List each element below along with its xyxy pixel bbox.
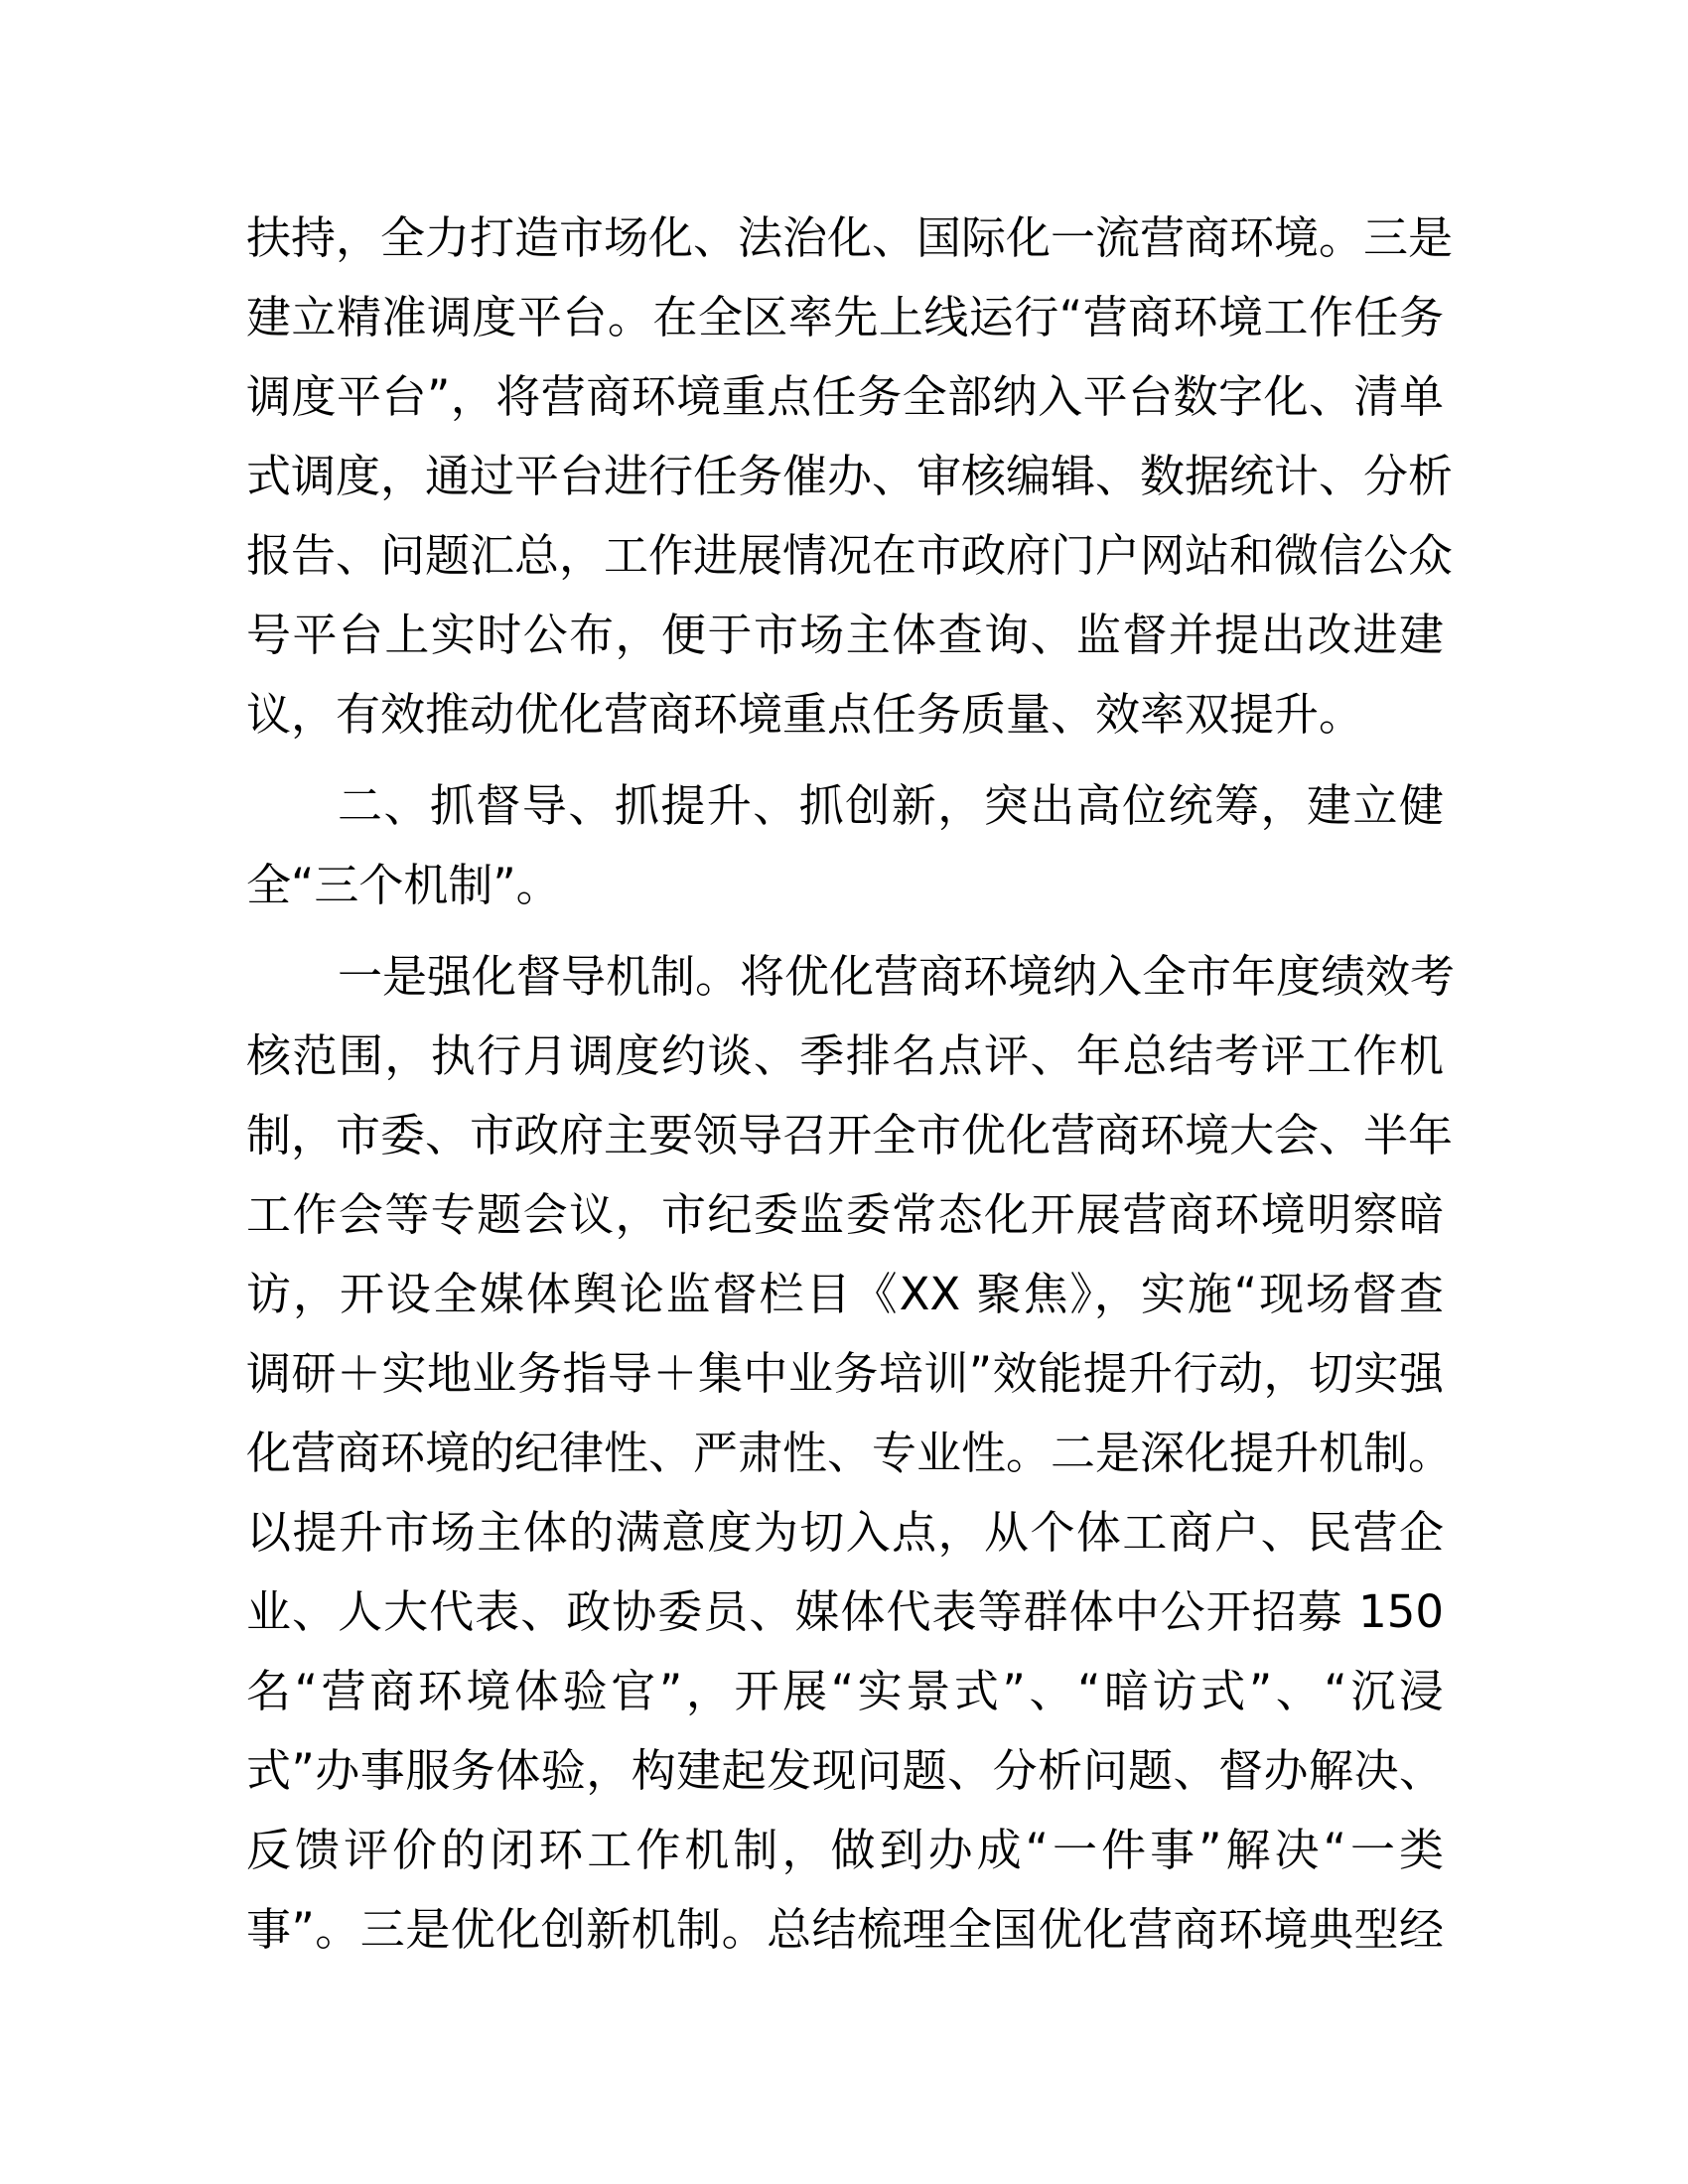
text-line: 业、人大代表、政协委员、媒体代表等群体中公开招募 150 bbox=[246, 1585, 1444, 1638]
text-line: 调研＋实地业务指导＋集中业务培训”效能提升行动，切实强 bbox=[246, 1347, 1444, 1400]
text-line: 化营商环境的纪律性、严肃性、专业性。二是深化提升机制。 bbox=[246, 1427, 1454, 1479]
text-line: 以提升市场主体的满意度为切入点，从个体工商户、民营企 bbox=[246, 1506, 1444, 1559]
text-line: 工作会等专题会议，市纪委监委常态化开展营商环境明察暗 bbox=[246, 1188, 1444, 1241]
text-line: 式”办事服务体验，构建起发现问题、分析问题、督办解决、 bbox=[246, 1744, 1444, 1797]
paragraph-1 bbox=[246, 199, 1454, 754]
text-line: 一是强化督导机制。将优化营商环境纳入全市年度绩效考 bbox=[338, 950, 1456, 1003]
text-line: 调度平台”，将营商环境重点任务全部纳入平台数字化、清单 bbox=[246, 370, 1444, 423]
paragraph-3 bbox=[246, 937, 1456, 1970]
text-line: 反馈评价的闭环工作机制，做到办成“一件事”解决“一类 bbox=[246, 1824, 1444, 1876]
text-line: 式调度，通过平台进行任务催办、审核编辑、数据统计、分析 bbox=[246, 450, 1454, 502]
text-line: 议，有效推动优化营商环境重点任务质量、效率双提升。 bbox=[246, 688, 1364, 741]
paragraph-gap bbox=[246, 925, 1444, 937]
document-page bbox=[246, 199, 1456, 1970]
heading-line: 全“三个机制”。 bbox=[246, 859, 561, 911]
paragraph-gap bbox=[246, 754, 1444, 766]
text-line: 报告、问题汇总，工作进展情况在市政府门户网站和微信公众 bbox=[246, 529, 1454, 582]
heading-line: 二、抓督导、抓提升、抓创新，突出高位统筹，建立健 bbox=[338, 779, 1444, 832]
text-line: 建立精准调度平台。在全区率先上线运行“营商环境工作任务 bbox=[246, 291, 1444, 343]
text-line: 扶持，全力打造市场化、法治化、国际化一流营商环境。三是 bbox=[246, 211, 1454, 264]
text-line: 制，市委、市政府主要领导召开全市优化营商环境大会、半年 bbox=[246, 1109, 1454, 1161]
text-line: 名“营商环境体验官”，开展“实景式”、“暗访式”、“沉浸 bbox=[246, 1665, 1444, 1717]
section-heading-2 bbox=[246, 766, 1444, 925]
text-line: 访，开设全媒体舆论监督栏目《XX 聚焦》，实施“现场督查 bbox=[246, 1268, 1444, 1320]
text-line: 事”。三是优化创新机制。总结梳理全国优化营商环境典型经 bbox=[246, 1903, 1444, 1956]
text-line: 号平台上实时公布，便于市场主体查询、监督并提出改进建 bbox=[246, 609, 1444, 661]
text-line: 核范围，执行月调度约谈、季排名点评、年总结考评工作机 bbox=[246, 1029, 1444, 1082]
